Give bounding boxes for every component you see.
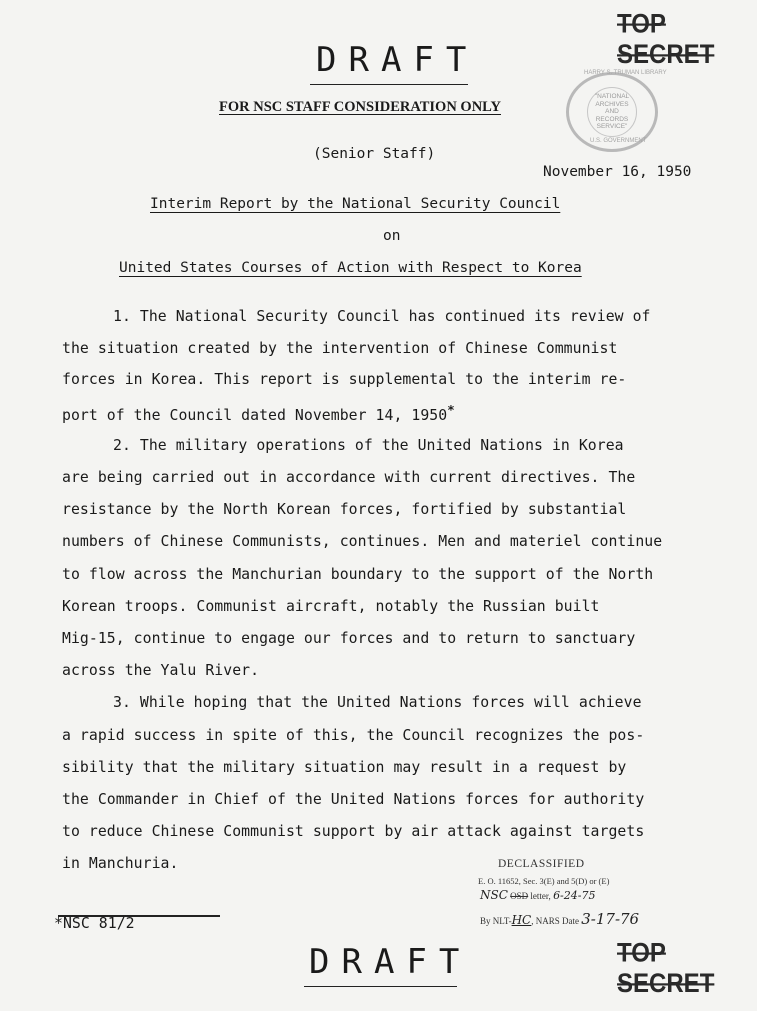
p2-line-4: numbers of Chinese Communists, continues. Men and materiel continue [62,533,663,550]
declassified-title: DECLASSIFIED [498,858,585,870]
seal-bottom-text: U.S. GOVERNMENT [590,138,647,144]
seal-inner [587,87,637,137]
p1-line-3: forces in Korea. This report is supplemental to the interim re- [62,371,627,388]
seal-line-4: SERVICE" [596,123,628,131]
p3-line-6: in Manchuria. [62,855,179,872]
p2-line-1: 2. The military operations of the United Nations in Korea [113,437,624,454]
p2-line-3: resistance by the North Korean forces, fortified by substantial [62,501,627,518]
p3-line-2: a rapid success in spite of this, the Council recognizes the pos- [62,727,645,744]
senior-staff-label: (Senior Staff) [313,146,436,162]
declassified-nars: , NARS Date [531,916,579,926]
seal-ring-text: HARRY S. TRUMAN LIBRARY [584,70,667,76]
p2-line-6: Korean troops. Communist aircraft, notably the Russian built [62,598,600,615]
declassified-by-line [480,910,639,928]
draft-heading-bottom: DRAFT [309,942,472,982]
top-secret-stamp-bottom: TOP SECRET [617,938,715,999]
footnote-mark: * [447,403,455,417]
declassified-nars-date: 3-17-76 [581,910,640,928]
p3-line-3: sibility that the military situation may result in a request by [62,759,627,776]
report-title: Interim Report by the National Security Council [150,196,561,212]
declassified-struck: OSD [510,891,529,901]
p3-line-4: the Commander in Chief of the United Nations forces for authority [62,791,645,808]
distribution-notice: FOR NSC STAFF CONSIDERATION ONLY [219,99,501,115]
report-title-on: on [383,228,401,244]
declassified-letter-date: 6-24-75 [553,889,596,902]
p2-line-8: across the Yalu River. [62,662,260,679]
footnote-text: *NSC 81/2 [54,915,135,932]
declassified-letter-word: letter, [530,891,551,901]
declassified-by-prefix: By NLT- [480,916,512,926]
declassified-authority: E. O. 11652, Sec. 3(E) and 5(D) or (E) [478,876,610,886]
p3-line-1: 3. While hoping that the United Nations forces will achieve [113,694,642,711]
p1-line-2: the situation created by the intervention of Chinese Communist [62,340,618,357]
p2-line-5: to flow across the Manchurian boundary to the support of the North [62,566,654,583]
draft-heading-top: DRAFT [316,40,479,80]
declassified-agency-hand: NSC [480,888,508,902]
p2-line-2: are being carried out in accordance with current directives. The [62,469,636,486]
declassified-initials: HC [511,913,532,927]
p1-line-1: 1. The National Security Council has continued its review of [113,308,651,325]
report-subject: United States Courses of Action with Respect to Korea [119,260,582,276]
p3-line-5: to reduce Chinese Communist support by air attack against targets [62,823,645,840]
p1-line-4-text: port of the Council dated November 14, 1950 [62,406,448,424]
p2-line-7: Mig-15, continue to engage our forces and to return to sanctuary [62,630,636,647]
draft-underline-top [310,84,468,85]
p1-line-4 [62,403,455,424]
seal-line-1: "NATIONAL [594,93,630,101]
top-secret-stamp-top: TOP SECRET [617,9,715,70]
seal-line-3: RECORDS [595,115,629,123]
draft-underline-bottom [304,986,457,987]
document-date: November 16, 1950 [543,164,692,180]
seal-line-2: ARCHIVES AND [595,100,629,116]
declassified-letter-line [480,888,596,902]
